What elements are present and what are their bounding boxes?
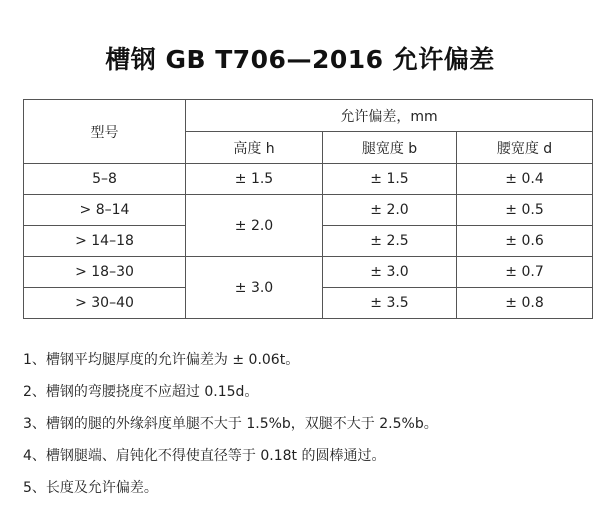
header-model: 型号 [24, 100, 186, 164]
cell-leg: ± 3.0 [323, 257, 457, 288]
cell-model: 5–8 [24, 164, 186, 195]
cell-waist: ± 0.5 [457, 195, 593, 226]
table-row [24, 195, 593, 226]
header-leg-width: 腿宽度 b [323, 132, 457, 164]
table-row [24, 257, 593, 288]
cell-waist: ± 0.4 [457, 164, 593, 195]
table-header-row [24, 100, 593, 132]
cell-waist: ± 0.7 [457, 257, 593, 288]
cell-leg: ± 2.5 [323, 226, 457, 257]
cell-waist: ± 0.6 [457, 226, 593, 257]
page-title: 槽钢 GB T706—2016 允许偏差 [105, 45, 495, 74]
cell-height: ± 1.5 [186, 164, 323, 195]
note-item: 1、槽钢平均腿厚度的允许偏差为 ± 0.06t。 [23, 352, 300, 368]
cell-height: ± 2.0 [186, 195, 323, 257]
note-item: 2、槽钢的弯腰挠度不应超过 0.15d。 [23, 384, 259, 400]
cell-waist: ± 0.8 [457, 288, 593, 319]
header-tolerance: 允许偏差，mm [186, 100, 593, 132]
tolerance-table [23, 99, 593, 319]
note-item: 5、长度及允许偏差。 [23, 480, 158, 496]
cell-leg: ± 3.5 [323, 288, 457, 319]
note-item: 3、槽钢的腿的外缘斜度单腿不大于 1.5%b，双腿不大于 2.5%b。 [23, 416, 438, 432]
cell-leg: ± 1.5 [323, 164, 457, 195]
cell-model: > 8–14 [24, 195, 186, 226]
notes-list [23, 344, 438, 504]
header-height: 高度 h [186, 132, 323, 164]
cell-model: > 18–30 [24, 257, 186, 288]
header-waist-thickness: 腰宽度 d [457, 132, 593, 164]
cell-model: > 14–18 [24, 226, 186, 257]
cell-model: > 30–40 [24, 288, 186, 319]
table-row [24, 164, 593, 195]
cell-leg: ± 2.0 [323, 195, 457, 226]
cell-height: ± 3.0 [186, 257, 323, 319]
note-item: 4、槽钢腿端、肩钝化不得使直径等于 0.18t 的圆棒通过。 [23, 448, 386, 464]
